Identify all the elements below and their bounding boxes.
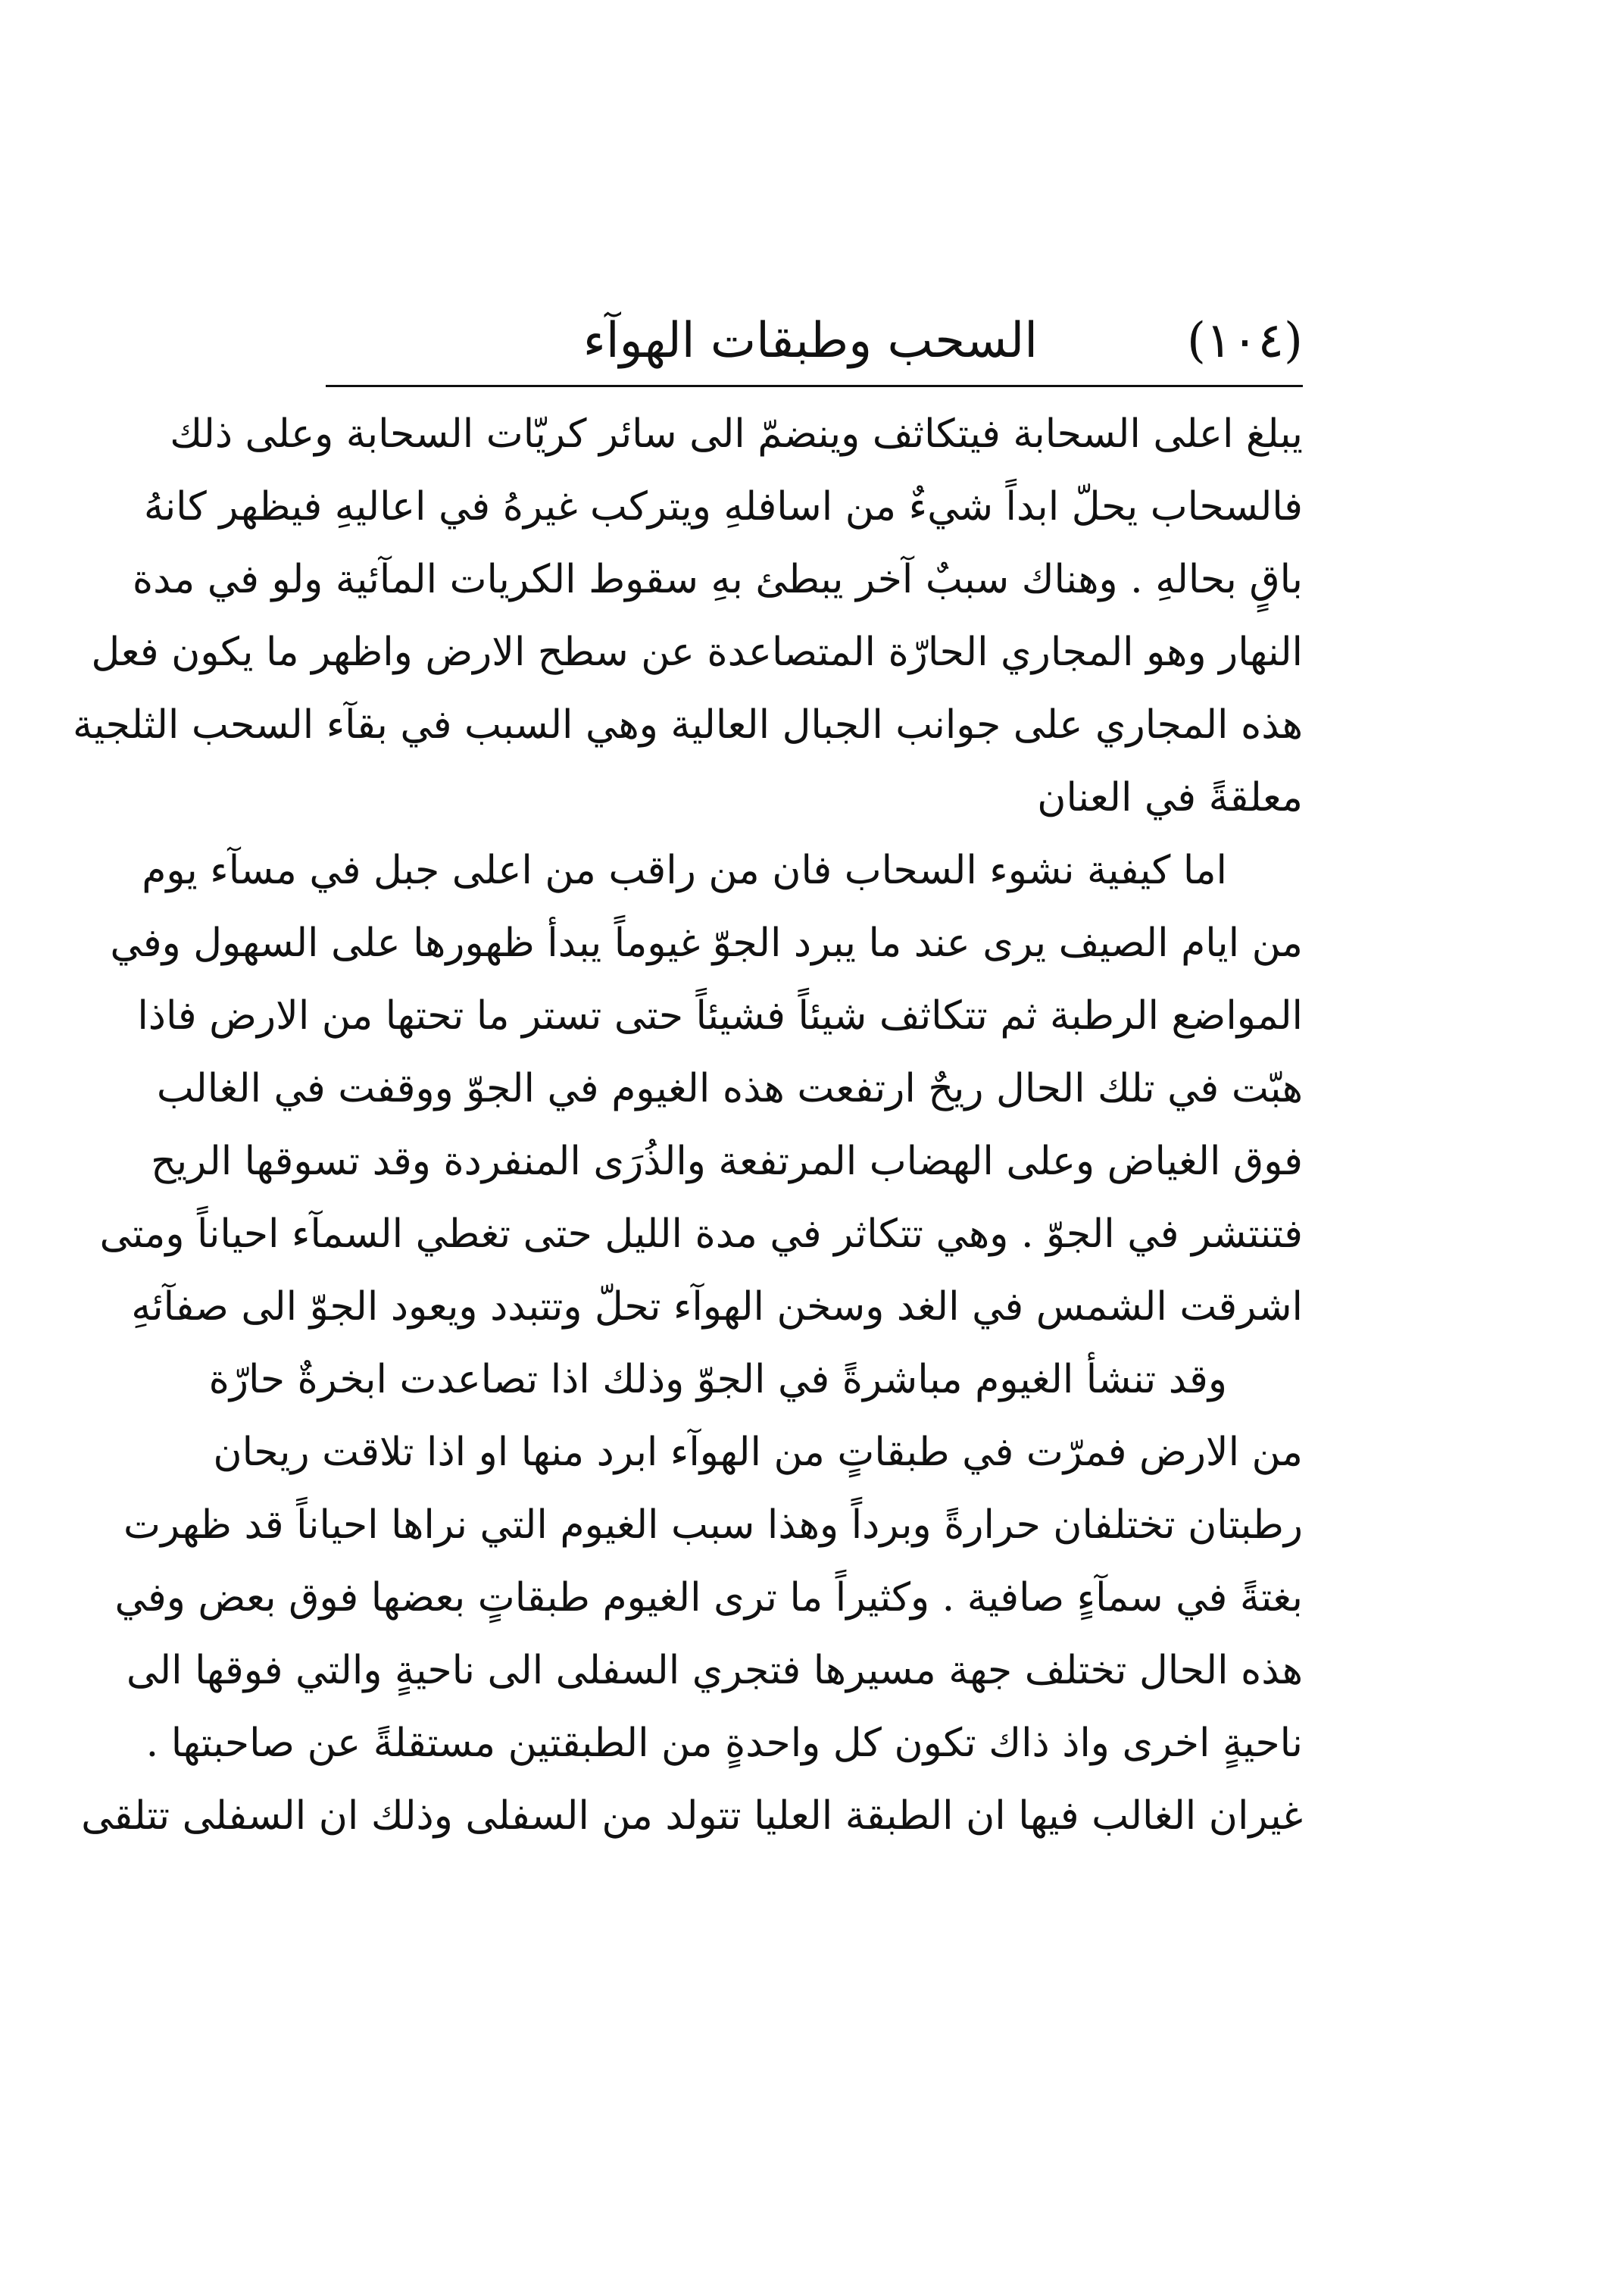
text-line: هبّت في تلك الحال ريحٌ ارتفعت هذه الغيوم في الجوّ ووقفت في الغالب — [156, 1066, 1303, 1111]
text-line: من الارض فمرّت في طبقاتٍ من الهوآء ابرد منها او اذا تلاقت ريحان — [213, 1430, 1303, 1475]
page-header — [326, 303, 1303, 379]
text-line: من ايام الصيف يرى عند ما يبرد الجوّ غيوماً يبدأ ظهورها على السهول وفي — [110, 920, 1303, 966]
text-line: ناحيةٍ اخرى واذ ذاك تكون كل واحدةٍ من الطبقتين مستقلةً عن صاحبتها . — [145, 1721, 1303, 1766]
text-line: رطبتان تختلفان حرارةً وبرداً وهذا سبب الغيوم التي نراها احياناً قد ظهرت — [123, 1502, 1303, 1548]
text-line: هذه الحال تختلف جهة مسيرها فتجري السفلى الى ناحيةٍ والتي فوقها الى — [126, 1648, 1303, 1693]
text-line: فتنتشر في الجوّ . وهي تتكاثر في مدة الليل حتى تغطي السمآء احياناً ومتى — [99, 1211, 1303, 1257]
text-line: هذه المجاري على جوانب الجبال العالية وهي السبب في بقآء السحب الثلجية — [73, 702, 1303, 748]
text-line: اما كيفية نشوء السحاب فان من راقب من اعلى جبل في مسآء يوم — [142, 848, 1227, 893]
text-line: فالسحاب يحلّ ابداً شيءٌ من اسافلهِ ويتركب غيرهُ في اعاليهِ فيظهر كانهُ — [143, 484, 1303, 530]
header-rule — [326, 385, 1303, 387]
text-line: اشرقت الشمس في الغد وسخن الهوآء تحلّ وتتبدد ويعود الجوّ الى صفآئهِ — [131, 1284, 1303, 1330]
running-title: السحب وطبقات الهوآء — [582, 313, 1038, 369]
text-line: باقٍ بحالهِ . وهناك سببٌ آخر يبطئ بهِ سقوط الكريات المآئية ولو في مدة — [132, 557, 1303, 602]
text-line: يبلغ اعلى السحابة فيتكاثف وينضمّ الى سائر كريّات السحابة وعلى ذلك — [170, 411, 1303, 457]
text-line: النهار وهو المجاري الحارّة المتصاعدة عن سطح الارض واظهر ما يكون فعل — [91, 630, 1303, 675]
text-line: المواضع الرطبة ثم تتكاثف شيئاً فشيئاً حتى تستر ما تحتها من الارض فاذا — [137, 993, 1303, 1039]
text-line: معلقةً في العنان — [1037, 775, 1303, 820]
text-line: وقد تنشأ الغيوم مباشرةً في الجوّ وذلك اذا تصاعدت ابخرةٌ حارّة — [208, 1357, 1227, 1402]
text-line: غيران الغالب فيها ان الطبقة العليا تتولد من السفلى وذلك ان السفلى تتلقى — [81, 1793, 1303, 1839]
page-number: (١٠٤) — [1186, 313, 1303, 369]
text-line: بغتةً في سمآءٍ صافية . وكثيراً ما ترى الغيوم طبقاتٍ بعضها فوق بعض وفي — [114, 1575, 1303, 1621]
body-text — [73, 398, 1303, 1852]
text-line: فوق الغياض وعلى الهضاب المرتفعة والذُرَى المنفردة وقد تسوقها الريح — [151, 1139, 1303, 1184]
